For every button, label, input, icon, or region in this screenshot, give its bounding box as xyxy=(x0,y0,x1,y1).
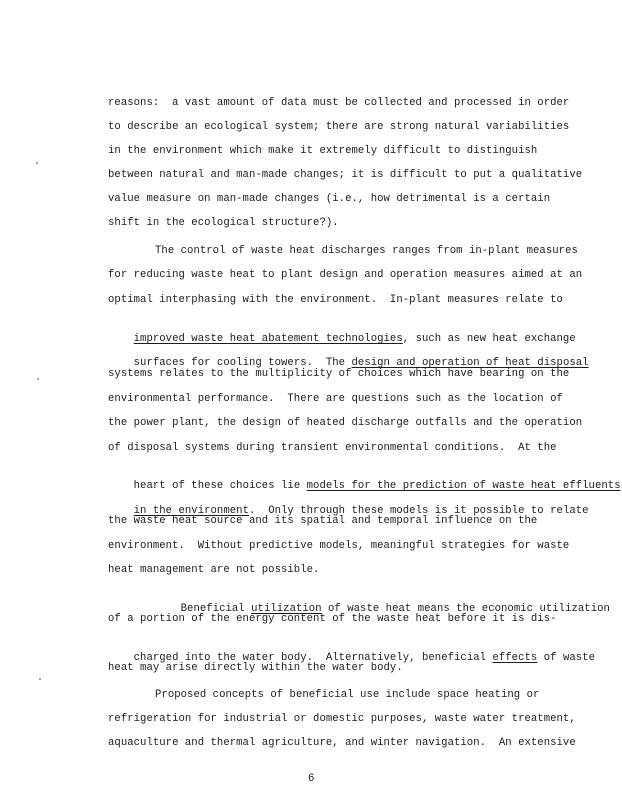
scan-speck xyxy=(36,162,38,164)
text-line: heat management are not possible. xyxy=(108,564,320,576)
text-span: surfaces for cooling towers. The xyxy=(133,357,352,369)
text-line: value measure on man-made changes (i.e., how detrimental is a certain xyxy=(108,193,551,205)
text-span: , such as new heat exchange xyxy=(402,333,576,345)
text-span: of waste xyxy=(537,652,595,664)
text-line: optimal interphasing with the environment. In-plant measures relate to xyxy=(108,294,563,306)
underlined-phrase: design and operation of heat disposal xyxy=(351,357,589,369)
text-line: refrigeration for industrial or domestic purposes, waste water treatment, xyxy=(108,713,576,725)
underlined-phrase: utilization xyxy=(251,603,322,615)
underlined-phrase: effects xyxy=(492,652,538,664)
text-line: of a portion of the energy content of the waste heat before it is dis- xyxy=(108,613,557,625)
text-line: the waste heat source and its spatial and temporal influence on the xyxy=(108,515,538,527)
underlined-phrase: models for the prediction of waste heat effluents xyxy=(306,480,621,492)
underlined-phrase: in the environment xyxy=(133,505,249,517)
scan-speck xyxy=(37,378,39,380)
text-line: of disposal systems during transient environmental conditions. At the xyxy=(108,442,557,454)
text-line: heat may arise directly within the water body. xyxy=(108,662,403,674)
scan-speck xyxy=(39,678,41,680)
text-line: aquaculture and thermal agriculture, and winter navigation. An extensive xyxy=(108,737,576,749)
text-line: The control of waste heat discharges ranges from in-plant measures xyxy=(155,245,578,257)
underlined-phrase: improved waste heat abatement technologies xyxy=(133,333,403,345)
text-line: for reducing waste heat to plant design and operation measures aimed at an xyxy=(108,269,583,281)
text-line: between natural and man-made changes; it is difficult to put a qualitative xyxy=(108,169,583,181)
text-line: systems relates to the multiplicity of choices which have bearing on the xyxy=(108,368,570,380)
text-span: . Only through these models is it possible to relate xyxy=(248,505,589,517)
text-line: the power plant, the design of heated discharge outfalls and the operation xyxy=(108,417,583,429)
page-number: 6 xyxy=(308,773,315,785)
text-span: Beneficial xyxy=(180,603,252,615)
text-line: to describe an ecological system; there are strong natural variabilities xyxy=(108,121,570,133)
text-line: Proposed concepts of beneficial use include space heating or xyxy=(155,689,540,701)
text-line: in the environment which make it extremely difficult to distinguish xyxy=(108,145,538,157)
text-span: of waste heat means the economic utilization xyxy=(321,603,610,615)
text-span: heart of these choices lie xyxy=(133,480,307,492)
text-line: shift in the ecological structure?). xyxy=(108,217,339,229)
text-line: environment. Without predictive models, meaningful strategies for waste xyxy=(108,540,570,552)
text-line: environmental performance. There are questions such as the location of xyxy=(108,393,563,405)
text-span: charged into the water body. Alternatively, beneficial xyxy=(133,652,493,664)
text-line: reasons: a vast amount of data must be collected and processed in order xyxy=(108,97,570,109)
